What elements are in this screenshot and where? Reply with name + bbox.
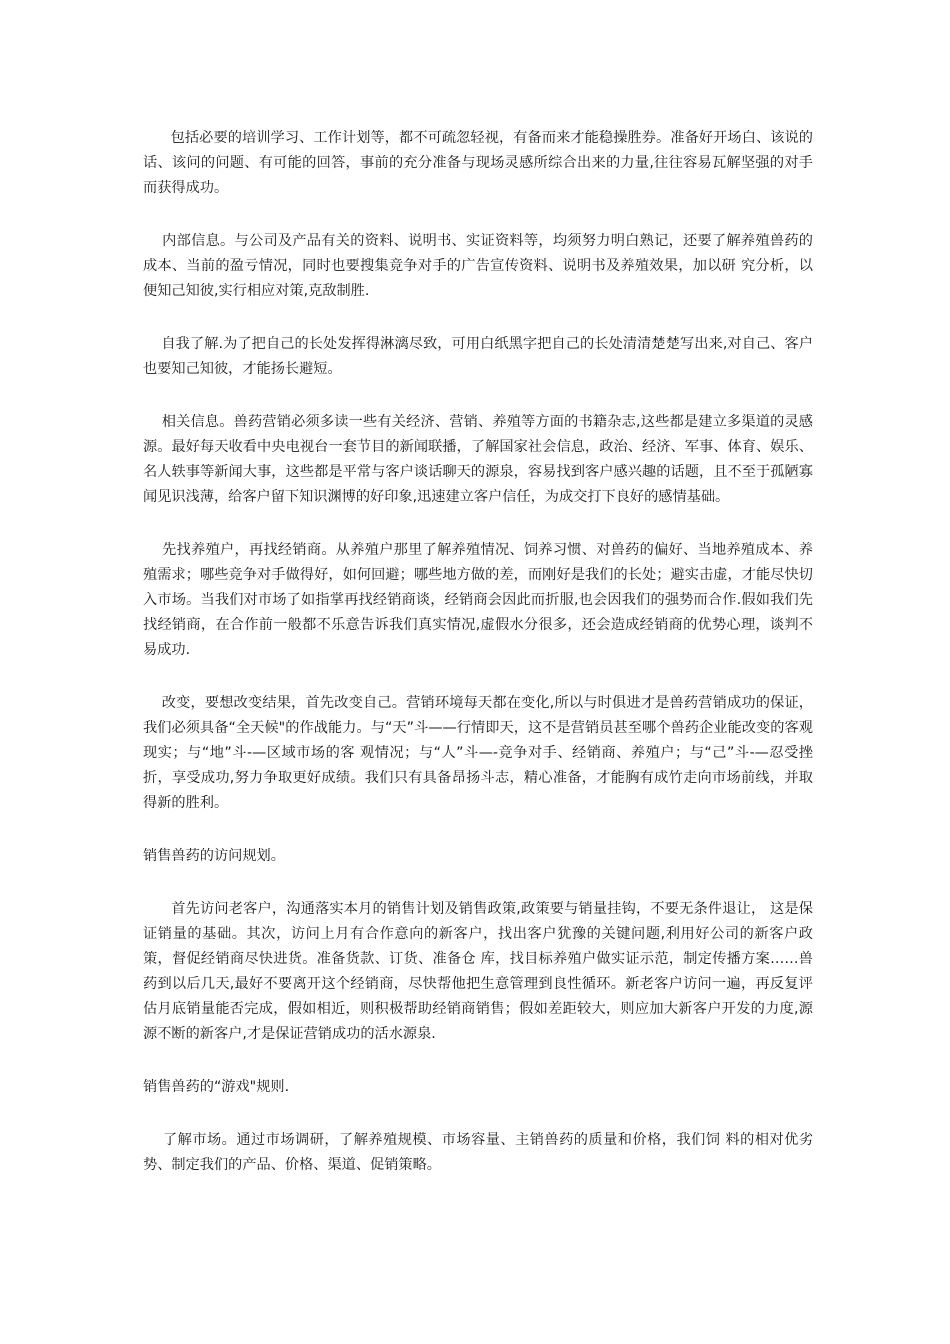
paragraph-internal-info: 内部信息。与公司及产品有关的资料、说明书、实证资料等，均须努力明白熟记，还要了解养殖兽药的成本、当前的盈亏情况，同时也要搜集竞争对手的广告宣传资料、说明书及养殖效果，加以研 究分析，以便知己知彼,实行相应对策,克敌制胜. (143, 233, 813, 299)
paragraph-preparation: 包括必要的培训学习、工作计划等，都不可疏忽轻视，有备而来才能稳操胜券。准备好开场白、该说的话、该问的问题、有可能的回答，事前的充分准备与现场灵感所综合出来的力量,往往容易瓦解坚强的对手而获得成功。 (143, 130, 813, 196)
paragraph-farmers-first: 先找养殖户，再找经销商。从养殖户那里了解养殖情况、饲养习惯、对兽药的偏好、当地养殖成本、养殖需求；哪些竞争对手做得好，如何回避；哪些地方做的差，而刚好是我们的长处；避实击虚，才能尽快切入市场。当我们对市场了如指掌再找经销商谈，经销商会因此而折服,也会因我们的强势而合作.假如我们先找经销商，在合作前一般都不乐意告诉我们真实情况,虚假水分很多，还会造成经销商的优势心理，谈判不易成功. (143, 542, 813, 658)
paragraph-change: 改变，要想改变结果，首先改变自己。营销环境每天都在变化,所以与时俱进才是兽药营销成功的保证，我们必须具备“全天候"的作战能力。与“天”斗——行情即天，这不是营销员甚至哪个兽药企业能改变的客观现实；与“地”斗-—区域市场的客 观情况；与“人”斗—-竞争对手、经销商、养殖户；与“己”斗-—忍受挫折，享受成功,努力争取更好成绩。我们只有具备昂扬斗志，精心准备，才能胸有成竹走向市场前线，并取得新的胜利。 (143, 695, 813, 811)
paragraph-related-info: 相关信息。兽药营销必须多读一些有关经济、营销、养殖等方面的书籍杂志,这些都是建立多渠道的灵感源。最好每天收看中央电视台一套节目的新闻联播，了解国家社会信息，政治、经济、军事、体育、娱乐、名人轶事等新闻大事，这些都是平常与客户谈话聊天的源泉，容易找到客户感兴趣的话题，且不至于孤陋寡闻见识浅薄，给客户留下知识渊博的好印象,迅速建立客户信任，为成交打下良好的感情基础。 (143, 414, 813, 505)
document-body (143, 126, 818, 1206)
paragraph-know-market: 了解市场。通过市场调研，了解养殖规模、市场容量、主销兽药的质量和价格，我们饲 料的相对优劣势、制定我们的产品、价格、渠道、促销策略。 (143, 1132, 814, 1173)
section-heading-game-rules: 销售兽药的“游戏"规则. (143, 1079, 290, 1095)
paragraph-self-knowledge: 自我了解.为了把自己的长处发挥得淋漓尽致，可用白纸黑字把自己的长处清清楚楚写出来,对自己、客户 也要知己知彼，才能扬长避短。 (143, 336, 818, 377)
paragraph-visit-plan: 首先访问老客户，沟通落实本月的销售计划及销售政策,政策要与销量挂钩，不要无条件退让， 这是保证销量的基础。其次，访问上月有合作意向的新客户，找出客户犹豫的关键问题,利用好公司的新客户政策，督促经销商尽快进货。准备货款、订货、准备仓 库，找目标养殖户做实证示范，制定传播方案……兽药到以后几天,最好不要离开这个经销商，尽快帮他把生意管理到良性循环。新老客户访问一遍，再反复评估月底销量能否完成，假如相近，则积极帮助经销商销售；假如差距较大，则应加大新客户开发的力度,源源不断的新客户,才是保证营销成功的活水源泉. (143, 901, 813, 1042)
section-heading-visit-plan: 销售兽药的访问规划。 (143, 848, 285, 864)
